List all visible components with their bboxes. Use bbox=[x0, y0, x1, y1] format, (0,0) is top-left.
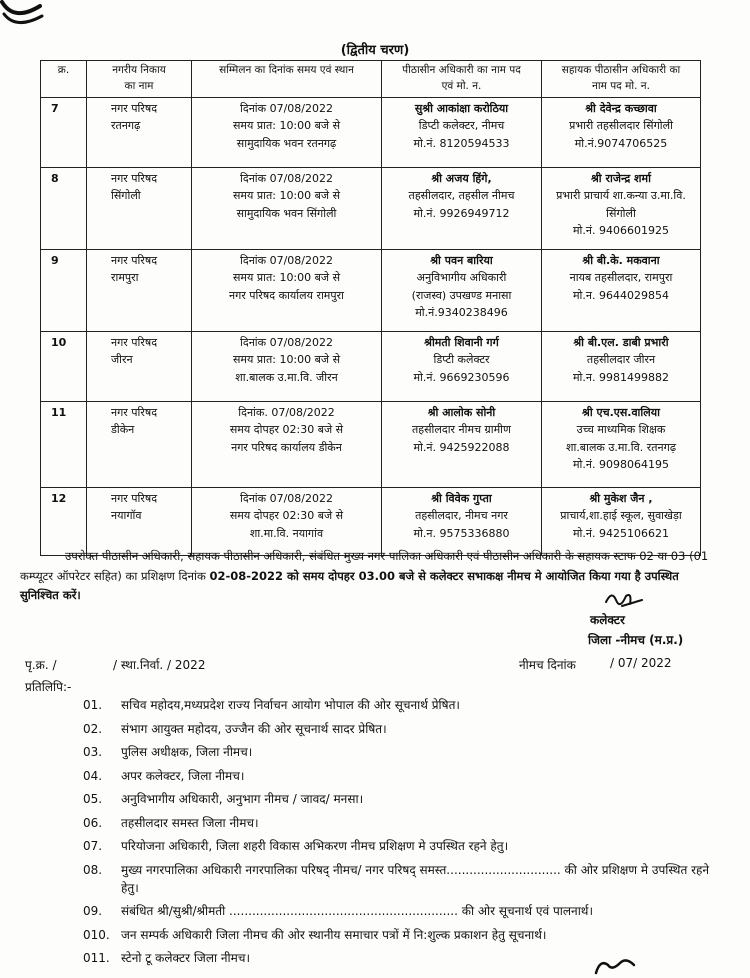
cell-body-name bbox=[87, 487, 192, 555]
cell-meeting-line: समय दोपहर 02:30 बजे से bbox=[229, 423, 344, 437]
cell-body-name-line: नगर परिषद bbox=[111, 101, 158, 115]
cell-meeting-line: समय प्रात: 10:00 बजे से bbox=[232, 271, 341, 285]
cell-body-name bbox=[87, 401, 192, 487]
cell-presiding-line: अनुविभागीय अधिकारी bbox=[416, 271, 507, 285]
cell-meeting-line: दिनांक 07/08/2022 bbox=[240, 491, 333, 505]
cell-assistant-line: प्रभारी तहसीलदार सिंगोली bbox=[569, 119, 673, 133]
list-item-number: 06. bbox=[83, 815, 103, 830]
cell-assistant-line: श्री एच.एस.वालिया bbox=[582, 405, 660, 419]
cell-assistant bbox=[542, 97, 701, 167]
cell-meeting-line: दिनांक 07/08/2022 bbox=[240, 101, 333, 115]
cell-meeting bbox=[192, 167, 382, 249]
cell-meeting-line: शा.मा.वि. नयागांव bbox=[249, 526, 324, 540]
cell-assistant-line: तहसीलदार जीरन bbox=[586, 353, 656, 367]
cell-presiding-line: श्री अजय हिंगे, bbox=[431, 171, 492, 185]
cell-meeting-line: सामुदायिक भवन रतनगढ़ bbox=[236, 136, 337, 150]
cell-presiding-line: मो.नं. 9926949712 bbox=[413, 206, 510, 220]
cell-presiding-line: तहसीलदार, तहसील नीमच bbox=[408, 189, 515, 203]
list-item-number: 08. bbox=[83, 862, 103, 877]
cell-presiding bbox=[382, 167, 542, 249]
cell-body-name bbox=[87, 249, 192, 331]
header-body-name: नगरीय निकाय का नाम bbox=[87, 61, 192, 98]
cell-meeting-line: सामुदायिक भवन सिंगोली bbox=[236, 206, 337, 220]
list-item-text: संबंधित श्री/सुश्री/श्रीमती ............................................................ की ओर सूचनार्थ एवं पालनार्थ। bbox=[121, 904, 594, 918]
cell-assistant bbox=[542, 331, 701, 401]
list-item bbox=[83, 837, 723, 855]
list-item-text: तहसीलदार समस्त जिला नीमच। bbox=[121, 815, 259, 830]
cell-body-name bbox=[87, 97, 192, 167]
cell-presiding-line: मो.नं. 8120594533 bbox=[413, 136, 510, 150]
cell-presiding-line: सुश्री आकांक्षा करोठिया bbox=[414, 101, 509, 115]
cell-body-name-line: रतनगढ़ bbox=[111, 119, 141, 133]
cell-body-name-line: नगर परिषद bbox=[111, 335, 158, 349]
list-item bbox=[83, 902, 723, 920]
cell-assistant bbox=[542, 401, 701, 487]
signature-block bbox=[590, 610, 683, 651]
cell-assistant-line: मो.नं. 9098064195 bbox=[572, 458, 669, 472]
emblem-fragment-icon bbox=[0, 0, 45, 30]
list-item bbox=[83, 926, 723, 944]
cell-presiding bbox=[382, 97, 542, 167]
cell-presiding-line: डिप्टी कलेक्टर, नीमच bbox=[418, 119, 505, 133]
cell-meeting-line: समय दोपहर 02:30 बजे से bbox=[229, 509, 344, 523]
cell-presiding-line: मो.नं. 9669230596 bbox=[413, 370, 510, 384]
officers-table bbox=[40, 60, 701, 556]
cell-meeting-line: समय प्रात: 10:00 बजे से bbox=[232, 353, 341, 367]
table-header bbox=[41, 61, 701, 98]
cell-assistant-line: नायब तहसीलदार, रामपुरा bbox=[569, 271, 673, 285]
reference-number: पृ.क्र. / bbox=[25, 658, 57, 672]
cell-assistant-line: श्री बी.के. मकवाना bbox=[582, 253, 660, 267]
cell-serial: 8 bbox=[41, 167, 87, 249]
table-row bbox=[41, 331, 701, 401]
cell-serial: 7 bbox=[41, 97, 87, 167]
cell-assistant-line: श्री राजेन्द्र शर्मा bbox=[591, 171, 651, 185]
list-item-text: संभाग आयुक्त महोदय, उज्जैन की ओर सूचनार्थ सादर प्रेषित। bbox=[121, 721, 387, 736]
list-item-number: 02. bbox=[83, 721, 103, 736]
list-item bbox=[83, 696, 723, 714]
cell-presiding-line: तहसीलदार, नीमच नगर bbox=[415, 509, 508, 523]
cell-assistant bbox=[542, 249, 701, 331]
training-instruction-paragraph: उपरोक्त पीठासीन अधिकारी, सहायक पीठासीन अधिकारी, संबंधित मुख्य नगर पालिका अधिकारी एवं पीठासीन अधिकारी के सहायक स्टाफ 02 या 03 (01 कम्प्यूटर ऑपरेटर सहित) का प्रशिक्षण दिनांक 02-08-2022 को समय दोपहर 03.00 बजे से कलेक्टर सभाकक्ष नीमच मे आयोजित किया गया है उपस्थित सुनिश्चित करें। bbox=[20, 549, 709, 603]
list-item bbox=[83, 814, 723, 832]
cell-body-name-line: रामपुरा bbox=[111, 271, 139, 285]
cell-serial: 9 bbox=[41, 249, 87, 331]
list-item bbox=[83, 767, 723, 785]
cell-assistant-line: मो.नं. 9406601925 bbox=[572, 224, 669, 238]
cell-meeting-line: नगर परिषद कार्यालय रामपुरा bbox=[229, 288, 344, 302]
list-item bbox=[83, 743, 723, 761]
list-item-text: पुलिस अधीक्षक, जिला नीमच। bbox=[121, 745, 253, 759]
header-assistant: सहायक पीठासीन अधिकारी का नाम पद मो. न. bbox=[542, 61, 701, 98]
cell-meeting-line: दिनांक. 07/08/2022 bbox=[238, 405, 335, 419]
cell-meeting-line: दिनांक 07/08/2022 bbox=[240, 253, 333, 267]
cell-meeting-line: दिनांक 07/08/2022 bbox=[240, 335, 333, 349]
cell-meeting bbox=[192, 97, 382, 167]
reference-date: / 07/ 2022 bbox=[610, 656, 672, 670]
cell-assistant-line: शा.बालक उ.मा.वि. रतनगढ़ bbox=[565, 440, 677, 454]
cell-presiding-line: डिप्टी कलेक्टर bbox=[433, 353, 490, 367]
cell-presiding-line: मो.नं. 9425922088 bbox=[413, 440, 510, 454]
cell-presiding-line: मो.न. 9575336880 bbox=[413, 526, 510, 540]
cell-body-name bbox=[87, 331, 192, 401]
table-row bbox=[41, 401, 701, 487]
cell-meeting bbox=[192, 401, 382, 487]
cell-assistant-line: मो.नं. 9425106621 bbox=[572, 526, 669, 540]
cell-assistant-line: श्री मुकेश जैन , bbox=[589, 491, 653, 505]
reference-place-date-label: नीमच दिनांक bbox=[519, 658, 576, 672]
list-item-text: अपर कलेक्टर, जिला नीमच। bbox=[121, 768, 245, 783]
copy-to-list bbox=[83, 696, 723, 973]
cell-assistant bbox=[542, 487, 701, 555]
cell-presiding-line: श्री पवन बारिया bbox=[430, 253, 493, 267]
table-row bbox=[41, 487, 701, 555]
list-item-text: स्टेनो टू कलेक्टर जिला नीमच। bbox=[121, 951, 251, 965]
cell-body-name bbox=[87, 167, 192, 249]
cell-presiding bbox=[382, 331, 542, 401]
list-item-number: 01. bbox=[83, 698, 103, 712]
cell-presiding-line: (राजस्व) उपखण्ड मनासा bbox=[411, 288, 512, 302]
cell-meeting bbox=[192, 487, 382, 555]
list-item-number: 010. bbox=[83, 927, 110, 942]
list-item-text: जन सम्पर्क अधिकारी जिला नीमच की ओर स्थानीय समाचार पत्रों में नि:शुल्क प्रकाशन हेतु सूचनार्थ। bbox=[121, 927, 547, 942]
list-item-number: 04. bbox=[83, 768, 103, 783]
reference-section: / स्था.निर्वा. / 2022 bbox=[113, 658, 206, 672]
cell-assistant-line: मो.नं.9074706525 bbox=[574, 136, 668, 150]
table-body bbox=[41, 97, 701, 555]
cell-meeting-line: नगर परिषद कार्यालय डीकेन bbox=[231, 440, 342, 454]
initials-mark bbox=[590, 955, 645, 978]
cell-meeting-line: समय प्रात: 10:00 बजे से bbox=[232, 189, 341, 203]
table-row bbox=[41, 167, 701, 249]
cell-assistant-line: प्राचार्य,शा.हाई स्कूल, सुवाखेड़ा bbox=[560, 509, 682, 523]
copy-to-label: प्रतिलिपि:- bbox=[25, 680, 72, 694]
cell-meeting bbox=[192, 331, 382, 401]
cell-meeting bbox=[192, 249, 382, 331]
cell-presiding-line: मो.नं.9340238496 bbox=[415, 306, 508, 320]
cell-body-name-line: नगर परिषद bbox=[111, 405, 158, 419]
cell-body-name-line: नगर परिषद bbox=[111, 171, 158, 185]
cell-assistant-line: श्री देवेन्द्र कच्छावा bbox=[585, 101, 657, 115]
phase-title: (द्वितीय चरण) bbox=[340, 43, 410, 58]
cell-serial: 11 bbox=[41, 401, 87, 487]
list-item-number: 09. bbox=[83, 904, 103, 918]
list-item-text: अनुविभागीय अधिकारी, अनुभाग नीमच / जावद/ मनसा। bbox=[121, 792, 364, 806]
cell-body-name-line: जीरन bbox=[111, 353, 133, 367]
cell-assistant-line: प्रभारी प्राचार्य शा.कन्या उ.मा.वि. bbox=[556, 189, 686, 203]
cell-meeting-line: समय प्रात: 10:00 बजे से bbox=[232, 119, 341, 133]
cell-assistant-line: सिंगोली bbox=[606, 206, 636, 220]
collector-signature bbox=[602, 588, 652, 612]
cell-meeting-line: शा.बालक उ.मा.वि. जीरन bbox=[235, 370, 338, 384]
header-presiding: पीठासीन अधिकारी का नाम पद एवं मो. न. bbox=[382, 61, 542, 98]
list-item bbox=[83, 790, 723, 808]
list-item-text: मुख्य नगरपालिका अधिकारी नगरपालिका परिषद् नीमच/ नगर परिषद् समस्त.............................. की ओर प्रशिक्षण मे उपस्थित रहने हेतु। bbox=[121, 862, 710, 895]
cell-presiding-line: श्रीमती शिवानी गर्ग bbox=[424, 335, 499, 349]
cell-body-name-line: नयागॉव bbox=[111, 509, 142, 523]
cell-assistant-line: श्री बी.एल. डाबी प्रभारी bbox=[573, 335, 669, 349]
cell-body-name-line: डीकेन bbox=[111, 423, 135, 437]
list-item-number: 03. bbox=[83, 745, 103, 759]
cell-presiding bbox=[382, 401, 542, 487]
cell-presiding bbox=[382, 487, 542, 555]
cell-presiding-line: श्री आलोक सोनी bbox=[427, 405, 496, 419]
table-row bbox=[41, 97, 701, 167]
cell-serial: 10 bbox=[41, 331, 87, 401]
list-item-text: सचिव महोदय,मध्यप्रदेश राज्य निर्वाचन आयोग भोपाल की ओर सूचनार्थ प्रेषित। bbox=[121, 698, 460, 712]
cell-body-name-line: नगर परिषद bbox=[111, 253, 158, 267]
list-item bbox=[83, 720, 723, 738]
list-item-number: 07. bbox=[83, 839, 103, 853]
list-item bbox=[83, 861, 723, 897]
header-meeting: सम्मिलन का दिनांक समय एवं स्थान bbox=[192, 61, 382, 98]
cell-body-name-line: सिंगोली bbox=[111, 189, 141, 203]
cell-meeting-line: दिनांक 07/08/2022 bbox=[240, 171, 333, 185]
cell-body-name-line: नगर परिषद bbox=[111, 491, 158, 505]
list-item-text: परियोजना अधिकारी, जिला शहरी विकास अभिकरण नीमच प्रशिक्षण मे उपस्थित रहने हेतु। bbox=[121, 839, 509, 853]
cell-assistant-line: उच्च माध्यमिक शिक्षक bbox=[576, 423, 666, 437]
list-item-number: 011. bbox=[83, 951, 110, 965]
cell-assistant-line: मो.न. 9981499882 bbox=[572, 370, 669, 384]
cell-presiding-line: श्री विवेक गुप्ता bbox=[431, 491, 492, 505]
cell-assistant bbox=[542, 167, 701, 249]
list-item-number: 05. bbox=[83, 792, 103, 806]
table-row bbox=[41, 249, 701, 331]
signatory-district: जिला -नीमच (म.प्र.) bbox=[588, 633, 684, 648]
signatory-title: कलेक्टर bbox=[590, 613, 625, 627]
cell-assistant-line: मो.न. 9644029854 bbox=[572, 288, 669, 302]
cell-serial: 12 bbox=[41, 487, 87, 555]
cell-presiding bbox=[382, 249, 542, 331]
cell-presiding-line: तहसीलदार नीमच ग्रामीण bbox=[412, 423, 511, 437]
header-serial: क्र. bbox=[41, 61, 87, 98]
